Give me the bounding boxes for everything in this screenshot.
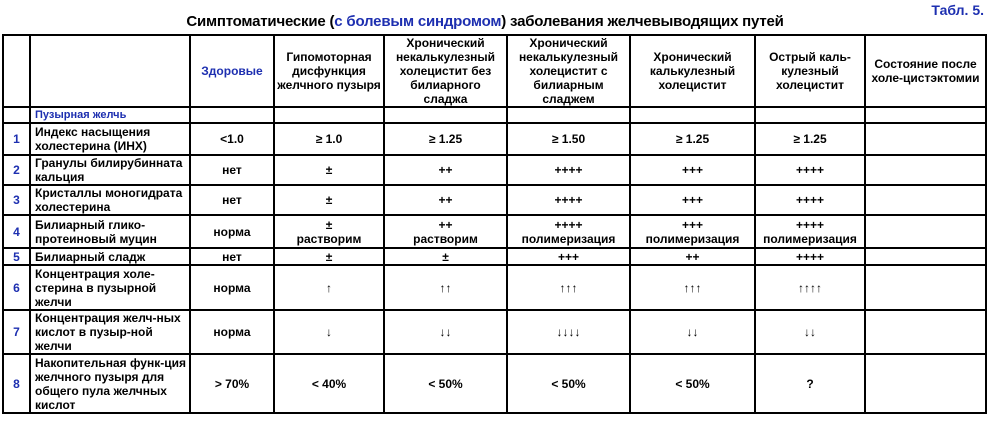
cell-value: ↓↓↓↓ [556,325,581,339]
cell-value: ↑↑ [439,280,452,295]
row-cell [274,185,384,215]
row-cell [190,354,274,413]
row-cell [755,215,865,248]
row-cell [384,354,507,413]
cell-value: < 50% [551,376,586,391]
table-row [3,155,986,185]
table-row [3,354,986,413]
row-cell [755,248,865,265]
row-cell [755,185,865,215]
row-cell [384,310,507,354]
cell-value: ++++ [795,217,825,232]
cell-value: ++++ [795,249,825,264]
cell-value: +++ [681,163,704,177]
cell-value: +++ [681,217,704,232]
cell-value: ++ [438,217,453,232]
row-cell [190,155,274,185]
cell-value: ≥ 1.25 [793,132,827,146]
row-number: 6 [3,265,30,310]
row-cell [755,155,865,185]
cell-value: ↓↓ [804,325,816,339]
row-cell [865,123,986,155]
cell-value: норма [213,280,251,295]
cell-value: норма [213,325,251,339]
row-cell [384,123,507,155]
row-indicator: Билиарный сладж [30,248,190,265]
row-cell [630,215,755,248]
row-cell [507,248,630,265]
row-cell [865,310,986,354]
cell-value: ++++ [554,217,583,232]
row-indicator: Концентрация холе-стерина в пузырной желчи [30,265,190,310]
cell-note: полимеризация [763,231,857,246]
row-number: 7 [3,310,30,354]
row-cell [507,310,630,354]
cell-note: растворим [413,231,478,246]
row-number: 3 [3,185,30,215]
header-num [3,35,30,107]
cell-value: ± [442,249,449,264]
cell-value: ↑ [326,280,332,295]
cell-value: ± [325,163,333,177]
row-cell [865,185,986,215]
cell-note: полимеризация [521,231,616,246]
row-cell [865,215,986,248]
cell-value: < 40% [311,376,347,391]
table-row [3,310,986,354]
row-number: 1 [3,123,30,155]
cell-value: нет [222,249,242,264]
cell-value: ++++ [554,163,583,177]
table-row [3,185,986,215]
cell-value: +++ [681,193,704,207]
cell-value: ≥ 1.25 [428,132,463,146]
cell-value: ↑↑↑ [683,280,702,295]
page-title [0,13,970,31]
header-chronic-no-sludge: Хронический некалькулезный холецистит без билиарного сладжа [384,35,507,107]
row-cell [384,265,507,310]
cell-value: ≥ 1.0 [315,132,343,146]
header-chronic-sludge: Хронический некалькулезный холецистит с билиарным сладжем [507,35,630,107]
cell-value: > 70% [214,376,250,391]
row-cell [507,215,630,248]
row-cell [507,265,630,310]
row-cell [755,123,865,155]
row-cell [190,185,274,215]
section-label: Пузырная желчь [30,107,190,123]
cell-value: < 50% [428,376,463,391]
cell-value: ++++ [795,163,825,177]
row-cell [630,123,755,155]
row-cell [755,354,865,413]
row-cell [865,155,986,185]
section-row [3,107,986,123]
cell-value: норма [213,224,251,239]
row-cell [190,265,274,310]
cell-value: ↑↑↑ [559,280,578,295]
cell-value: ↓↓ [439,325,452,339]
cell-value: <1.0 [220,132,244,146]
row-indicator: Гранулы билирубинната кальция [30,155,190,185]
row-cell [190,215,274,248]
header-post-cholecystectomy: Состояние после холе-цистэктомии [865,35,986,107]
row-cell [755,265,865,310]
cell-value: ++++ [795,193,825,207]
table-row [3,248,986,265]
title-prefix: Симптоматические ( [186,13,335,30]
row-cell [507,155,630,185]
cell-value: ↑↑↑↑ [798,280,822,295]
row-number: 2 [3,155,30,185]
row-cell [865,248,986,265]
cell-value: ++++ [554,193,583,207]
row-cell [384,155,507,185]
cell-value: ≥ 1.50 [551,132,586,146]
cell-value: ++ [685,249,700,264]
row-indicator: Билиарный глико-протеиновый муцин [30,215,190,248]
cell-value: нет [222,163,242,177]
header-acute-calculous: Острый каль-кулезный холецистит [755,35,865,107]
row-number: 5 [3,248,30,265]
row-cell [274,123,384,155]
row-number: 4 [3,215,30,248]
header-indicator [30,35,190,107]
comparison-table [2,34,987,414]
header-hypomotor: Гипомоторная дисфункция желчного пузыря [274,35,384,107]
row-cell [190,123,274,155]
cell-value: ++ [438,163,453,177]
row-cell [507,185,630,215]
row-cell [190,310,274,354]
header-row [3,35,986,107]
cell-value: нет [222,193,242,207]
cell-note: полимеризация [645,231,740,246]
row-number: 8 [3,354,30,413]
row-indicator: Накопительная функ-ция желчного пузыря для общего пула желчных кислот [30,354,190,413]
row-cell [507,123,630,155]
row-cell [274,215,384,248]
row-cell [630,155,755,185]
row-indicator: Концентрация желч-ных кислот в пузыр-ной желчи [30,310,190,354]
row-cell [630,248,755,265]
row-cell [630,265,755,310]
row-indicator: Индекс насыщения холестерина (ИНХ) [30,123,190,155]
row-cell [507,354,630,413]
row-cell [384,185,507,215]
cell-value: < 50% [675,376,710,391]
cell-value: ? [806,376,814,391]
title-accent: с болевым синдромом [334,13,502,30]
title-suffix: ) заболевания желчевыводящих путей [501,13,784,30]
row-cell [384,248,507,265]
cell-value: ≥ 1.25 [675,132,710,146]
cell-value: ± [325,193,333,207]
row-cell [630,354,755,413]
section-num [3,107,30,123]
row-indicator: Кристаллы моногидрата холестерина [30,185,190,215]
cell-note: растворим [296,231,362,246]
table-row [3,265,986,310]
cell-value: ↓↓ [686,325,699,339]
table-row [3,123,986,155]
row-cell [384,215,507,248]
table-label: Табл. 5. [931,2,984,18]
cell-value: ++ [438,193,453,207]
cell-value: ± [325,217,333,232]
header-healthy: Здоровые [190,35,274,107]
table-row [3,215,986,248]
cell-value: ± [325,249,333,264]
row-cell [190,248,274,265]
cell-value: ↓ [326,325,332,339]
row-cell [630,185,755,215]
row-cell [274,265,384,310]
row-cell [274,354,384,413]
row-cell [865,265,986,310]
cell-value: +++ [557,249,580,264]
row-cell [274,248,384,265]
row-cell [274,155,384,185]
row-cell [755,310,865,354]
row-cell [630,310,755,354]
row-cell [865,354,986,413]
row-cell [274,310,384,354]
header-chronic-calculous: Хронический калькулезный холецистит [630,35,755,107]
